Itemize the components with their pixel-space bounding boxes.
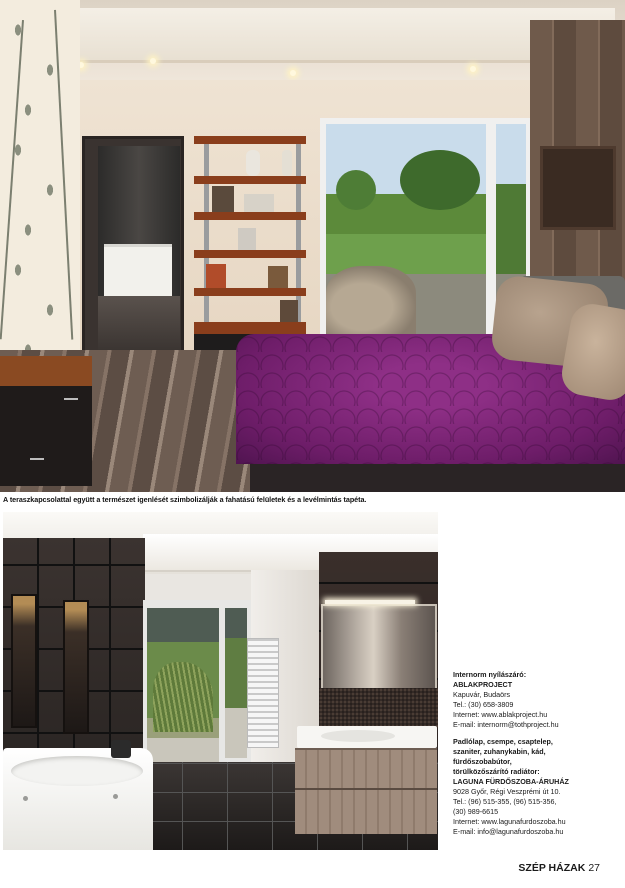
garden-view (225, 608, 247, 758)
tree (400, 150, 480, 210)
sink (321, 730, 395, 742)
ceiling-spotlight (470, 66, 476, 72)
contact-line: ABLAKPROJECT (453, 680, 513, 690)
vase (246, 150, 260, 176)
contact-line: E-mail: internorm@tothproject.hu (453, 720, 559, 730)
contact-line: Tel.: (30) 658-3809 (453, 700, 514, 710)
ornamental-grass (153, 662, 213, 732)
contact-line: Tel.: (96) 515-355, (96) 515-356, (453, 797, 557, 807)
bed-base (250, 464, 625, 492)
bathtub (104, 244, 172, 297)
cabinet-handle (30, 458, 44, 460)
contact-line: szaniter, zuhanykabin, kád, (453, 746, 546, 756)
photo-caption: A teraszkapcsolattal együtt a természet igenlését szimbolizálják a fahatású felületek és a levélmintás tapéta. (3, 495, 367, 504)
tree (336, 170, 376, 210)
picture-frames (244, 194, 274, 212)
shelf-board (194, 136, 306, 144)
vase (282, 150, 292, 176)
books (212, 186, 234, 212)
shelf-board (194, 288, 306, 296)
contact-line: Internorm nyílászáró: (453, 670, 527, 679)
decor-object (268, 266, 288, 288)
decor-object (238, 228, 256, 250)
decor-object (280, 300, 298, 322)
shelf-post (204, 136, 209, 336)
contact-line: (30) 989-6615 (453, 807, 499, 817)
bathroom-floor (98, 296, 180, 350)
contact-line: fürdőszobabútor, (453, 756, 512, 766)
bathroom-photo (3, 512, 438, 850)
rock-garden (326, 266, 416, 334)
contact-block-ablakproject (453, 670, 625, 731)
shelf-board (194, 176, 306, 184)
ceiling-spotlight (290, 70, 296, 76)
mirror-light (325, 600, 415, 604)
contact-block-laguna (453, 737, 625, 838)
towel-radiator (247, 638, 279, 748)
lit-niche (11, 594, 37, 728)
drawer-divider (295, 788, 437, 790)
contact-line: Internet: www.lagunafurdoszoba.hu (453, 817, 566, 827)
mosaic-strip (319, 688, 438, 728)
page-footer (518, 862, 600, 874)
shelf-board (194, 212, 306, 220)
vanity-cabinet (295, 748, 437, 834)
tub-jet (113, 794, 118, 799)
tub-faucet (111, 740, 131, 758)
magazine-name: SZÉP HÁZAK (518, 862, 586, 874)
contact-line: LAGUNA FÜRDŐSZOBA-ÁRUHÁZ (453, 776, 569, 786)
page-number: 27 (588, 862, 600, 874)
contact-line: E-mail: info@lagunafurdoszoba.hu (453, 827, 564, 837)
contact-line: Kapuvár, Budaörs (453, 690, 511, 700)
contact-line: Internet: www.ablakproject.hu (453, 710, 548, 720)
decor-object (206, 264, 226, 288)
ceiling-spotlight (150, 58, 156, 64)
wall-niche (540, 146, 616, 230)
tub-jet (23, 796, 28, 801)
contact-line: 9028 Győr, Régi Veszprémi út 10. (453, 787, 561, 797)
contact-line: Padlólap, csempe, csaptelep, (453, 736, 553, 746)
bathtub-basin (11, 756, 143, 786)
contact-line: törülközőszárító radiátor: (453, 766, 540, 776)
tv-cabinet (0, 356, 92, 486)
cabinet-handle (64, 398, 78, 400)
shelf-board (194, 250, 306, 258)
mirror-cabinet (321, 604, 437, 690)
supplier-contacts (453, 670, 625, 838)
lit-niche (63, 600, 89, 734)
